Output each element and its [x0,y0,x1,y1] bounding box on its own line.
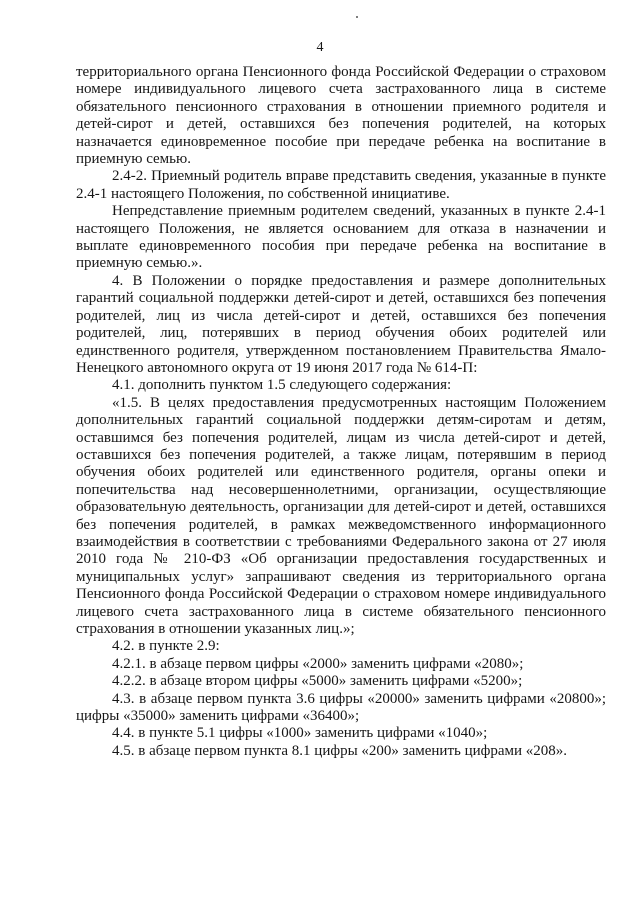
paragraph-item-1-5: «1.5. В целях предоставления предусмотренных настоящим Положением дополнительных гарантий социальной поддержки детям-сиротам и детям, оставшимся без попечения родителей, лицам из числа детей-сирот и детей, оставшихся без попечения родителей, а также лицам, потерявшим в период обучения обоих родителей или единственного родителя, органы опеки и попечительства над несовершеннолетними, организации, осуществляющие образовательную деятельность, организации для детей-сирот и детей, оставшихся без попечения родителей, в рамках межведомственного информационного взаимодействия в соответствии с требованиями Федерального закона от 27 июля 2010 года № 210-ФЗ «Об организации предоставления государственных и муниципальных услуг» запрашивают сведения из территориального органа Пенсионного фонда Российской Федерации о страховом номере индивидуального лицевого счета застрахованного лица в системе обязательного пенсионного страхования в отношении указанных лиц.»; [76,394,606,637]
paragraph-item-4-2: 4.2. в пункте 2.9: [112,638,220,655]
paragraph-item-4-3: 4.3. в абзаце первом пункта 3.6 цифры «20000» заменить цифрами «20800»; цифры «35000» заменить цифрами «36400»; [76,690,606,725]
paragraph-2-4-2: 2.4-2. Приемный родитель вправе представить сведения, указанные в пункте 2.4-1 настоящего Положения, по собственной инициативе. [76,168,606,202]
paragraph-continuation: территориального органа Пенсионного фонда Российской Федерации о страховом номере индивидуального лицевого счета застрахованного лица в системе обязательного пенсионного страхования в отношении приемного родителя и детей-сирот и детей, оставшихся без попечения родителей, на которых назначается единовременное пособие при передаче ребенка на воспитание в приемную семью. [76,64,606,168]
paragraph-item-4-4: 4.4. в пункте 5.1 цифры «1000» заменить цифрами «1040»; [112,725,488,742]
document-body [76,64,606,760]
paragraph-item-4-5: 4.5. в абзаце первом пункта 8.1 цифры «200» заменить цифрами «208». [112,742,568,759]
paragraph-item-4-2-2: 4.2.2. в абзаце втором цифры «5000» заменить цифрами «5200»; [112,673,523,690]
paragraph-item-4-1: 4.1. дополнить пунктом 1.5 следующего содержания: [112,377,452,394]
paragraph-item-4-2-1: 4.2.1. в абзаце первом цифры «2000» заменить цифрами «2080»; [112,655,524,672]
paragraph-item-4: 4. В Положении о порядке предоставления и размере дополнительных гарантий социальной поддержки детей-сирот и детей, оставшихся без попечения родителей, лиц из числа детей-сирот и детей, оставшихся без попечения родителей, лиц, потерявших в период обучения обоих родителей или единственного родителя, утвержденном постановлением Правительства Ямало-Ненецкого автономного округа от 19 июня 2017 года № 614-П: [76,272,606,376]
paragraph-non-submission: Непредставление приемным родителем сведений, указанных в пункте 2.4-1 настоящего Положения, не является основанием для отказа в назначении и выплате единовременного пособия при передаче ребенка на воспитание в приемную семью.». [76,203,606,272]
scan-speck [356,16,358,18]
page-number: 4 [316,40,324,55]
